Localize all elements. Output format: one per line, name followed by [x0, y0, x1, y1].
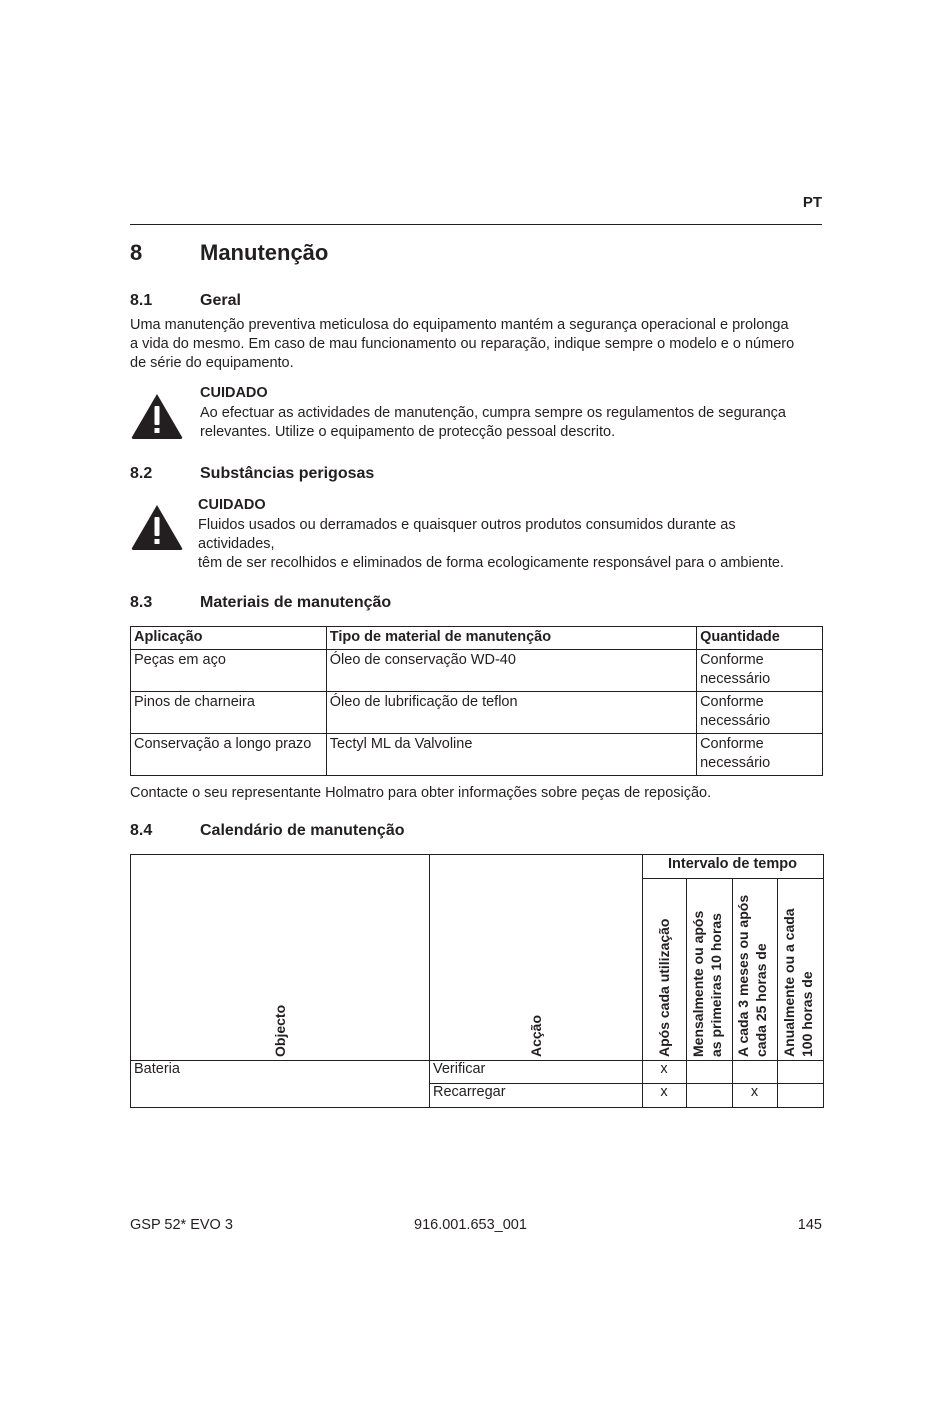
footer-page-number: 145 — [797, 1217, 822, 1233]
column-header: Quantidade — [697, 627, 823, 650]
section-number-8-3: 8.3 — [130, 594, 153, 611]
column-header-monthly — [689, 911, 725, 1057]
table-row — [131, 734, 823, 776]
cell-application: Conservação a longo prazo — [131, 734, 327, 776]
text-line: Fluidos usados ou derramados e quaisquer outros produtos consumidos durante as — [198, 517, 736, 533]
quantity-line: Conforme — [700, 652, 764, 668]
section-number-8-4: 8.4 — [130, 822, 153, 839]
cell-quantity — [697, 734, 823, 776]
text-line: relevantes. Utilize o equipamento de protecção pessoal descrito. — [200, 424, 616, 440]
column-header-after-each-use: Após cada utilização — [656, 918, 672, 1057]
maintenance-schedule-table — [130, 854, 824, 1108]
interval-header: Intervalo de tempo — [668, 856, 797, 872]
column-divider — [686, 878, 687, 1107]
spare-parts-note: Contacte o seu representante Holmatro para obter informações sobre peças de reposição. — [130, 785, 712, 801]
cell-quantity — [697, 692, 823, 734]
header-line: Anualmente ou a cada — [781, 908, 797, 1057]
header-rule — [130, 224, 822, 225]
table-row — [131, 692, 823, 734]
cell-object: Bateria — [134, 1061, 180, 1077]
section-title-8-2: Substâncias perigosas — [200, 465, 375, 482]
row-divider — [642, 878, 823, 879]
text-line: Uma manutenção preventiva meticulosa do equipamento mantém a segurança operacional e prolonga — [130, 317, 789, 333]
column-header: Tipo de material de manutenção — [326, 627, 696, 650]
section-title-8-3: Materiais de manutenção — [200, 594, 392, 611]
header-line: Mensalmente ou após — [690, 910, 706, 1057]
section-number-8-1: 8.1 — [130, 292, 153, 309]
footer-document-number: 916.001.653_001 — [414, 1217, 527, 1233]
footer-model: GSP 52* EVO 3 — [130, 1217, 233, 1233]
cell-interval-mark: x — [750, 1084, 759, 1100]
cell-action: Verificar — [433, 1061, 486, 1077]
column-divider — [429, 855, 430, 1107]
cell-application: Pinos de charneira — [131, 692, 327, 734]
general-paragraph — [130, 316, 830, 373]
text-line: de série do equipamento. — [130, 355, 294, 371]
caution-title: CUIDADO — [200, 385, 268, 401]
materials-table — [130, 626, 823, 776]
warning-triangle-icon — [130, 503, 184, 551]
chapter-title: Manutenção — [200, 240, 329, 265]
column-header-yearly — [780, 908, 816, 1057]
text-line: actividades, — [198, 536, 275, 552]
quantity-line: Conforme — [700, 736, 764, 752]
warning-triangle-icon — [130, 392, 184, 440]
section-title-8-1: Geral — [200, 292, 241, 309]
header-line: cada 25 horas de — [753, 943, 769, 1057]
chapter-number: 8 — [130, 240, 143, 265]
cell-material-type: Tectyl ML da Valvoline — [326, 734, 696, 776]
cell-material-type: Óleo de conservação WD-40 — [326, 650, 696, 692]
text-line: têm de ser recolhidos e eliminados de forma ecologicamente responsável para o ambiente. — [198, 555, 784, 571]
section-title-8-4: Calendário de manutenção — [200, 822, 405, 839]
column-header-quarterly — [734, 895, 770, 1057]
header-line: as primeiras 10 horas — [708, 913, 724, 1057]
language-code: PT — [802, 194, 822, 211]
caution-text — [198, 516, 823, 573]
table-row — [131, 650, 823, 692]
quantity-line: Conforme — [700, 694, 764, 710]
quantity-line: necessário — [700, 755, 771, 771]
cell-quantity — [697, 650, 823, 692]
cell-material-type: Óleo de lubrificação de teflon — [326, 692, 696, 734]
header-line: A cada 3 meses ou após — [735, 894, 751, 1057]
section-number-8-2: 8.2 — [130, 465, 153, 482]
table-header-row — [131, 627, 823, 650]
text-line: a vida do mesmo. Em caso de mau funcionamento ou reparação, indique sempre o modelo e o número — [130, 336, 795, 352]
column-header: Aplicação — [131, 627, 327, 650]
text-line: Ao efectuar as actividades de manutenção, cumpra sempre os regulamentos de segurança — [200, 405, 786, 421]
cell-interval-mark: x — [660, 1061, 668, 1077]
cell-application: Peças em aço — [131, 650, 327, 692]
caution-text — [200, 404, 825, 442]
caution-title: CUIDADO — [198, 497, 266, 513]
header-line: 100 horas de — [799, 971, 815, 1057]
cell-action: Recarregar — [433, 1084, 506, 1100]
column-divider — [732, 878, 733, 1107]
column-divider — [777, 878, 778, 1107]
quantity-line: necessário — [700, 671, 771, 687]
quantity-line: necessário — [700, 713, 771, 729]
cell-interval-mark: x — [660, 1084, 668, 1100]
column-header-object: Objecto — [272, 1004, 288, 1057]
column-header-action: Acção — [528, 1014, 544, 1057]
